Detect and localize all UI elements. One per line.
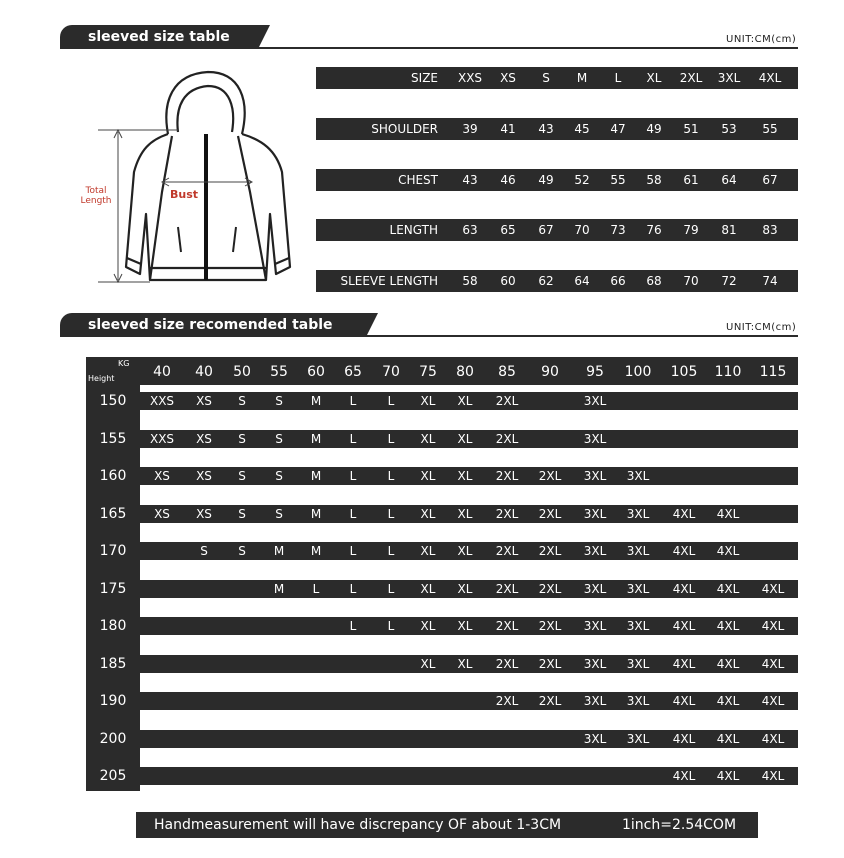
- recommend-cell: 2XL: [495, 544, 519, 558]
- recommend-cell: [259, 730, 299, 748]
- recommend-cell: XS: [154, 469, 170, 483]
- recommend-cell: XL: [457, 619, 473, 633]
- recommend-cell: 3XL: [583, 619, 607, 633]
- recommend-cell: [530, 430, 570, 448]
- recommend-cell: XL: [420, 507, 436, 521]
- recommend-cell: [222, 580, 262, 598]
- recommend-cell: XL: [457, 469, 473, 483]
- recommend-cell: [142, 730, 182, 748]
- size-row: [316, 67, 798, 89]
- recommend-cell: [142, 692, 182, 710]
- recommend-cell: [408, 730, 448, 748]
- recommend-cell: XL: [420, 657, 436, 671]
- size-cell: 55: [762, 122, 778, 136]
- recommend-cell: 3XL: [583, 582, 607, 596]
- recommend-cell: 2XL: [495, 469, 519, 483]
- recommend-cell: XS: [196, 432, 212, 446]
- recommend-cell: XL: [457, 432, 473, 446]
- size-cell: 83: [762, 223, 778, 237]
- recommend-cell: [333, 655, 373, 673]
- recommend-cell: XL: [420, 544, 436, 558]
- recommend-cell: [371, 730, 411, 748]
- recommend-cell: 3XL: [583, 657, 607, 671]
- recommend-cell: [259, 655, 299, 673]
- recommend-cell: 3XL: [583, 544, 607, 558]
- recommend-cell: [142, 542, 182, 560]
- size-table-title: sleeved size table: [88, 29, 230, 45]
- recommend-cell: S: [238, 507, 246, 521]
- recommend-cell: XL: [457, 507, 473, 521]
- recommend-cell: [142, 580, 182, 598]
- recommend-cell: [487, 730, 527, 748]
- size-cell: M: [576, 71, 588, 85]
- weight-header: 80: [456, 364, 474, 380]
- recommend-cell: 2XL: [538, 507, 562, 521]
- recommend-cell: S: [238, 469, 246, 483]
- size-cell: 73: [610, 223, 626, 237]
- recommend-cell: 4XL: [672, 657, 696, 671]
- recommend-cell: 2XL: [495, 657, 519, 671]
- recommend-cell: [664, 430, 704, 448]
- recommend-cell: [618, 430, 658, 448]
- recommend-cell: 2XL: [538, 694, 562, 708]
- recommend-cell: [575, 767, 615, 785]
- recommend-cell: [753, 505, 793, 523]
- recommend-cell: [371, 692, 411, 710]
- corner-kg: KG: [118, 359, 130, 368]
- weight-header: 50: [233, 364, 251, 380]
- recommend-cell: M: [310, 469, 322, 483]
- recommend-cell: 4XL: [716, 582, 740, 596]
- footer-bar: [136, 812, 758, 838]
- recommended-table-unit: UNIT:CM(cm): [726, 322, 797, 333]
- recommend-cell: XL: [420, 469, 436, 483]
- recommend-cell: XS: [154, 507, 170, 521]
- recommend-cell: L: [349, 619, 357, 633]
- recommend-cell: [259, 617, 299, 635]
- recommend-cell: [296, 617, 336, 635]
- recommend-cell: 2XL: [538, 657, 562, 671]
- recommend-cell: [371, 767, 411, 785]
- size-cell: 43: [462, 173, 478, 187]
- recommend-cell: 4XL: [761, 657, 785, 671]
- recommend-cell: [333, 692, 373, 710]
- recommend-cell: [222, 655, 262, 673]
- recommend-cell: [296, 655, 336, 673]
- recommend-cell: 4XL: [672, 507, 696, 521]
- recommend-cell: 4XL: [672, 769, 696, 783]
- size-row-label: SHOULDER: [371, 122, 438, 136]
- recommend-cell: [445, 767, 485, 785]
- recommend-cell: [184, 730, 224, 748]
- recommend-cell: 4XL: [716, 694, 740, 708]
- size-cell: XS: [500, 71, 516, 85]
- recommend-cell: L: [312, 582, 320, 596]
- height-label: 160: [99, 468, 127, 484]
- recommend-cell: XL: [420, 432, 436, 446]
- size-cell: 79: [683, 223, 699, 237]
- weight-header: 75: [419, 364, 437, 380]
- size-cell: 2XL: [679, 71, 703, 85]
- size-cell: 63: [462, 223, 478, 237]
- size-cell: 43: [538, 122, 554, 136]
- recommend-cell: 4XL: [672, 544, 696, 558]
- recommended-table-title: sleeved size recomended table: [88, 317, 333, 333]
- height-label: 185: [99, 656, 127, 672]
- height-label: 180: [99, 618, 127, 634]
- recommend-cell: 3XL: [626, 544, 650, 558]
- size-table-tab: [60, 25, 258, 49]
- recommend-cell: 3XL: [626, 732, 650, 746]
- recommend-cell: [445, 730, 485, 748]
- recommend-cell: 3XL: [583, 507, 607, 521]
- height-label: 150: [99, 393, 127, 409]
- recommend-cell: XL: [420, 582, 436, 596]
- size-cell: 68: [646, 274, 662, 288]
- recommend-cell: [296, 730, 336, 748]
- recommend-cell: 4XL: [761, 769, 785, 783]
- recommend-cell: [753, 430, 793, 448]
- recommend-cell: [222, 692, 262, 710]
- recommend-cell: S: [275, 394, 283, 408]
- recommend-cell: 2XL: [495, 507, 519, 521]
- recommend-cell: [708, 430, 748, 448]
- height-label: 190: [99, 693, 127, 709]
- size-cell: 70: [574, 223, 590, 237]
- recommend-cell: [445, 692, 485, 710]
- recommend-cell: L: [349, 544, 357, 558]
- size-cell: 64: [721, 173, 737, 187]
- recommend-cell: XL: [457, 657, 473, 671]
- recommend-cell: [222, 767, 262, 785]
- recommend-cell: [184, 580, 224, 598]
- size-cell: 67: [762, 173, 778, 187]
- recommend-cell: M: [310, 507, 322, 521]
- size-cell: 61: [683, 173, 699, 187]
- weight-header: 65: [344, 364, 362, 380]
- recommend-cell: L: [349, 469, 357, 483]
- footer-conversion: 1inch=2.54COM: [622, 817, 737, 833]
- recommend-cell: XS: [196, 507, 212, 521]
- recommend-cell: 2XL: [538, 582, 562, 596]
- weight-header: 100: [624, 364, 652, 380]
- weight-header: 115: [759, 364, 787, 380]
- recommend-cell: 4XL: [672, 732, 696, 746]
- size-cell: 47: [610, 122, 626, 136]
- recommend-cell: XXS: [149, 432, 175, 446]
- recommend-cell: [142, 617, 182, 635]
- recommended-table-tab: [60, 313, 366, 337]
- recommend-cell: 2XL: [538, 544, 562, 558]
- recommend-cell: 4XL: [761, 582, 785, 596]
- size-row: [316, 219, 798, 241]
- recommend-cell: XS: [196, 394, 212, 408]
- weight-header: 55: [270, 364, 288, 380]
- recommend-cell: S: [275, 507, 283, 521]
- size-cell: 60: [500, 274, 516, 288]
- size-row-label: SIZE: [411, 71, 438, 85]
- recommend-cell: XS: [196, 469, 212, 483]
- recommend-cell: [371, 655, 411, 673]
- bust-label: Bust: [170, 188, 199, 201]
- total-length-label: Total Length: [80, 186, 112, 206]
- recommend-cell: [142, 655, 182, 673]
- size-cell: 62: [538, 274, 554, 288]
- size-row: [316, 270, 798, 292]
- recommend-cell: 4XL: [761, 694, 785, 708]
- recommend-cell: L: [349, 394, 357, 408]
- recommend-cell: L: [387, 432, 395, 446]
- recommend-cell: [708, 392, 748, 410]
- size-cell: 45: [574, 122, 590, 136]
- size-cell: 76: [646, 223, 662, 237]
- size-cell: 49: [646, 122, 662, 136]
- recommend-cell: XXS: [149, 394, 175, 408]
- recommend-cell: [753, 467, 793, 485]
- recommend-cell: S: [238, 394, 246, 408]
- size-cell: 52: [574, 173, 590, 187]
- size-cell: 74: [762, 274, 778, 288]
- weight-header: 60: [307, 364, 325, 380]
- recommend-cell: S: [275, 432, 283, 446]
- weight-header: 40: [153, 364, 171, 380]
- recommend-cell: [184, 692, 224, 710]
- height-label: 155: [99, 431, 127, 447]
- recommend-cell: 4XL: [716, 507, 740, 521]
- size-cell: 81: [721, 223, 737, 237]
- recommend-cell: [708, 467, 748, 485]
- size-cell: 39: [462, 122, 478, 136]
- recommend-cell: 3XL: [583, 694, 607, 708]
- recommend-cell: 2XL: [495, 582, 519, 596]
- weight-header: 40: [195, 364, 213, 380]
- size-cell: 49: [538, 173, 554, 187]
- recommend-cell: L: [387, 469, 395, 483]
- size-cell: 58: [462, 274, 478, 288]
- size-cell: 55: [610, 173, 626, 187]
- recommend-cell: 2XL: [495, 432, 519, 446]
- recommend-cell: [222, 617, 262, 635]
- recommend-cell: XL: [457, 544, 473, 558]
- height-label: 165: [99, 506, 127, 522]
- height-label: 170: [99, 543, 127, 559]
- height-label: 175: [99, 581, 127, 597]
- weight-header: 85: [498, 364, 516, 380]
- recommend-cell: S: [238, 432, 246, 446]
- size-cell: 70: [683, 274, 699, 288]
- recommend-cell: XL: [420, 394, 436, 408]
- recommend-cell: [333, 767, 373, 785]
- size-cell: XXS: [457, 71, 483, 85]
- recommend-cell: [184, 655, 224, 673]
- recommend-cell: [259, 692, 299, 710]
- size-row-label: SLEEVE LENGTH: [340, 274, 438, 288]
- recommend-cell: 3XL: [583, 732, 607, 746]
- recommend-cell: [664, 392, 704, 410]
- recommend-cell: [487, 767, 527, 785]
- weight-header: 90: [541, 364, 559, 380]
- size-cell: XL: [646, 71, 662, 85]
- recommend-cell: [184, 617, 224, 635]
- recommend-cell: M: [273, 582, 285, 596]
- recommend-cell: [753, 542, 793, 560]
- recommend-cell: [408, 692, 448, 710]
- size-cell: 41: [500, 122, 516, 136]
- recommend-cell: M: [310, 432, 322, 446]
- size-cell: L: [614, 71, 622, 85]
- size-cell: 3XL: [717, 71, 741, 85]
- weight-header: 110: [714, 364, 742, 380]
- recommend-cell: 3XL: [626, 619, 650, 633]
- recommend-cell: [296, 767, 336, 785]
- recommend-cell: 3XL: [626, 469, 650, 483]
- recommend-cell: 4XL: [716, 657, 740, 671]
- recommend-cell: 3XL: [626, 694, 650, 708]
- weight-header: 70: [382, 364, 400, 380]
- recommend-cell: L: [387, 394, 395, 408]
- recommend-cell: [753, 392, 793, 410]
- recommend-cell: [408, 767, 448, 785]
- recommend-cell: [296, 692, 336, 710]
- recommend-cell: 2XL: [538, 619, 562, 633]
- size-cell: 67: [538, 223, 554, 237]
- height-label: 205: [99, 768, 127, 784]
- recommend-cell: 2XL: [495, 694, 519, 708]
- recommend-cell: 4XL: [716, 619, 740, 633]
- recommend-cell: 4XL: [672, 582, 696, 596]
- footer-note: Handmeasurement will have discrepancy OF about 1-3CM: [154, 817, 562, 833]
- size-row-label: LENGTH: [389, 223, 438, 237]
- recommend-cell: S: [238, 544, 246, 558]
- weight-header: 95: [586, 364, 604, 380]
- recommend-cell: 4XL: [716, 544, 740, 558]
- recommend-cell: [184, 767, 224, 785]
- recommend-cell: [664, 467, 704, 485]
- size-cell: 53: [721, 122, 737, 136]
- recommend-cell: 3XL: [626, 582, 650, 596]
- recommend-cell: [142, 767, 182, 785]
- size-cell: 51: [683, 122, 699, 136]
- recommend-cell: [618, 767, 658, 785]
- height-label: 200: [99, 731, 127, 747]
- size-table-unit: UNIT:CM(cm): [726, 34, 797, 45]
- size-cell: 58: [646, 173, 662, 187]
- size-cell: 72: [721, 274, 737, 288]
- recommend-cell: L: [349, 432, 357, 446]
- recommend-cell: 3XL: [626, 507, 650, 521]
- recommend-cell: 3XL: [583, 432, 607, 446]
- corner-height: Height: [88, 374, 115, 383]
- recommend-cell: 3XL: [583, 394, 607, 408]
- recommend-cell: [530, 392, 570, 410]
- recommend-cell: [259, 767, 299, 785]
- recommend-cell: 3XL: [626, 657, 650, 671]
- recommend-cell: 2XL: [538, 469, 562, 483]
- recommend-cell: [530, 767, 570, 785]
- recommend-cell: 4XL: [761, 732, 785, 746]
- size-cell: 66: [610, 274, 626, 288]
- size-cell: 64: [574, 274, 590, 288]
- recommend-cell: 4XL: [716, 769, 740, 783]
- size-cell: 46: [500, 173, 516, 187]
- size-cell: S: [542, 71, 550, 85]
- recommend-cell: 4XL: [672, 694, 696, 708]
- recommend-cell: M: [273, 544, 285, 558]
- recommend-cell: 4XL: [761, 619, 785, 633]
- recommend-cell: XL: [457, 394, 473, 408]
- size-row: [316, 118, 798, 140]
- size-row: [316, 169, 798, 191]
- recommend-cell: L: [387, 619, 395, 633]
- recommend-cell: 2XL: [495, 619, 519, 633]
- recommend-cell: L: [387, 582, 395, 596]
- size-table-rule: [258, 47, 798, 49]
- recommend-cell: 2XL: [495, 394, 519, 408]
- size-cell: 4XL: [758, 71, 782, 85]
- recommended-table-rule: [366, 335, 798, 337]
- recommend-cell: [618, 392, 658, 410]
- recommend-cell: L: [387, 544, 395, 558]
- recommend-cell: M: [310, 544, 322, 558]
- recommend-cell: S: [200, 544, 208, 558]
- recommend-cell: [333, 730, 373, 748]
- recommend-cell: 4XL: [672, 619, 696, 633]
- recommend-cell: S: [275, 469, 283, 483]
- recommend-cell: 3XL: [583, 469, 607, 483]
- recommend-cell: L: [387, 507, 395, 521]
- hoodie-illustration: [80, 62, 305, 292]
- recommend-cell: L: [349, 582, 357, 596]
- weight-header: 105: [670, 364, 698, 380]
- size-row-label: CHEST: [398, 173, 438, 187]
- recommend-cell: 4XL: [716, 732, 740, 746]
- recommend-cell: XL: [457, 582, 473, 596]
- recommend-cell: [530, 730, 570, 748]
- height-column: [86, 357, 140, 791]
- recommend-cell: XL: [420, 619, 436, 633]
- size-cell: 65: [500, 223, 516, 237]
- recommend-cell: L: [349, 507, 357, 521]
- recommend-cell: [222, 730, 262, 748]
- recommend-cell: M: [310, 394, 322, 408]
